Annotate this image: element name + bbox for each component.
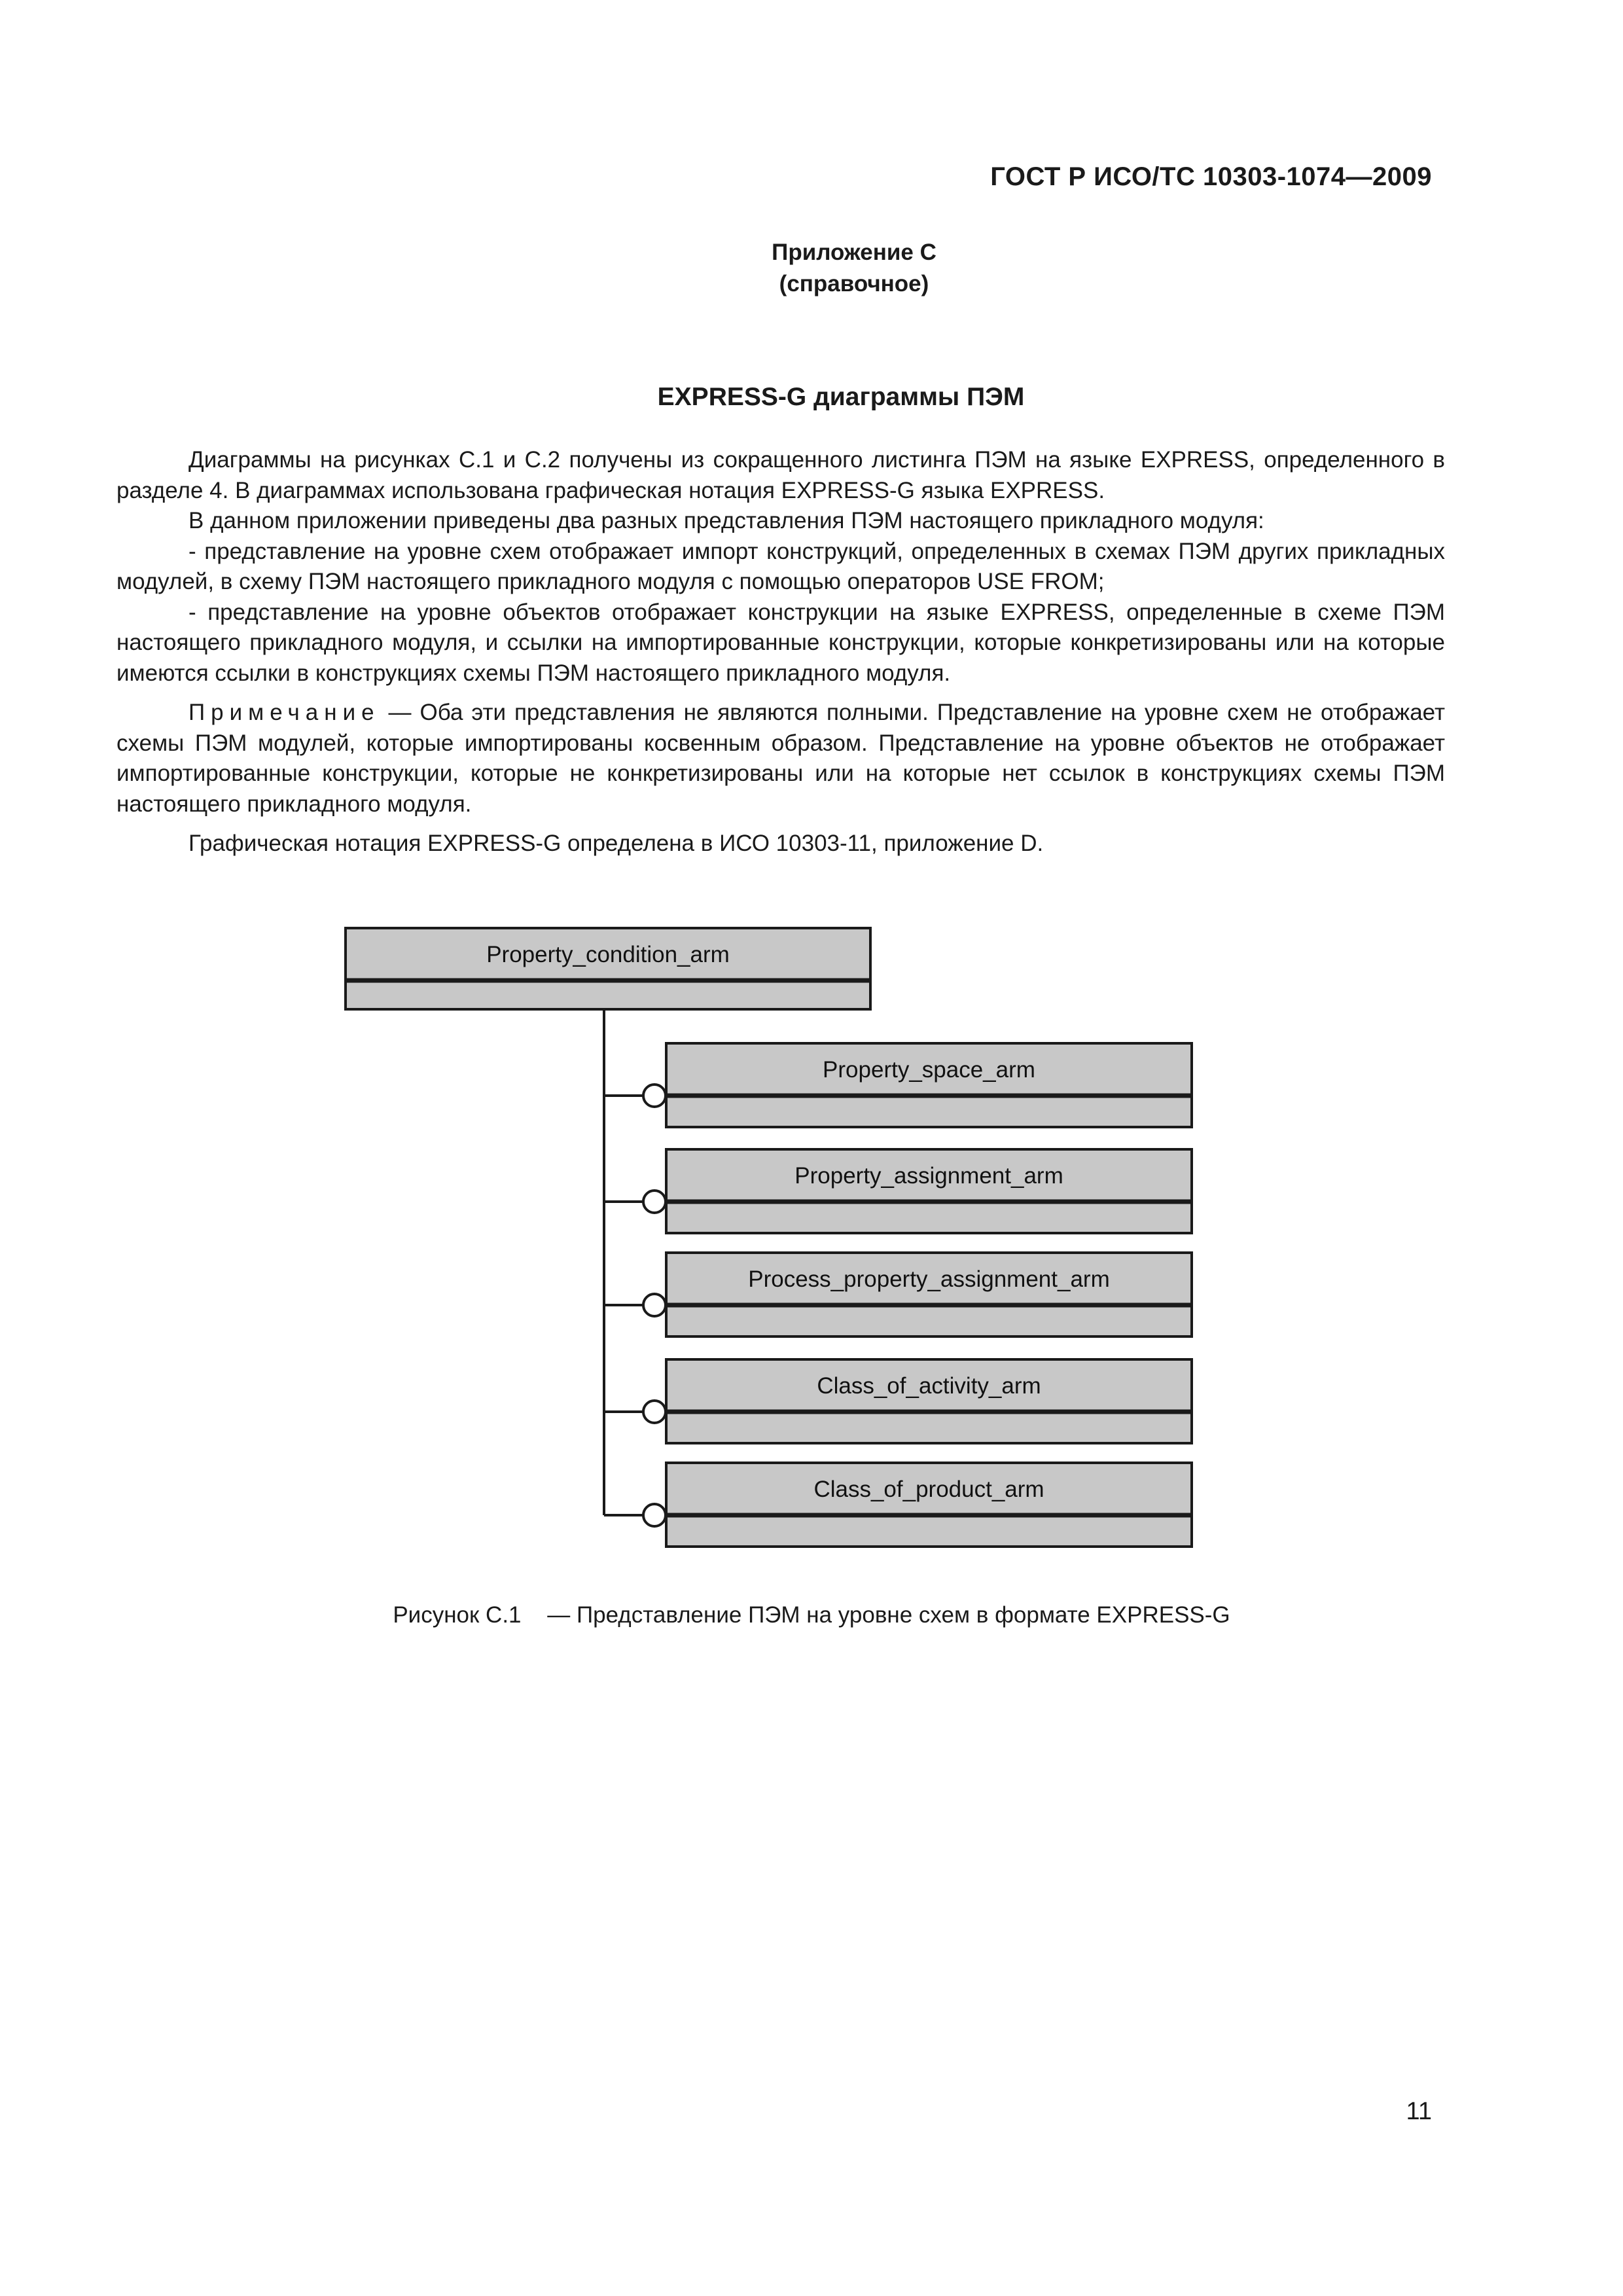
note-text: — Оба эти представления не являются полными. Представление на уровне схем не отображает схемы ПЭМ модулей, которые импортированы косвенным образом. Представление на уровне объектов не отображает импортированные конструкции, которые не конкретизированы или на которые нет ссылок в конструкциях схемы ПЭМ настоящего прикладного модуля. xyxy=(116,700,1445,817)
entity-child-5-name: Class_of_product_arm xyxy=(813,1477,1044,1502)
diagram-entities xyxy=(346,928,1192,1547)
subtype-circle-1 xyxy=(643,1085,666,1107)
entity-child-2-name: Property_assignment_arm xyxy=(794,1163,1063,1189)
entity-child-1-name: Property_space_arm xyxy=(823,1057,1035,1083)
entity-child-3-frame xyxy=(666,1253,1192,1336)
entity-child-1 xyxy=(666,1043,1192,1127)
entity-child-2-frame xyxy=(666,1149,1192,1233)
entity-child-5-frame xyxy=(666,1463,1192,1547)
entity-root-name: Property_condition_arm xyxy=(486,942,730,967)
caption-text: — Представление ПЭМ на уровне схем в формате EXPRESS-G xyxy=(541,1602,1230,1628)
note-label: Примечание xyxy=(188,700,380,725)
paragraph-intro: Диаграммы на рисунках С.1 и С.2 получены из сокращенного листинга ПЭМ на языке EXPRESS, определенного в разделе 4. В диаграммах использована графическая нотация EXPRESS-G языка EXPRESS. xyxy=(116,447,1445,503)
entity-child-4-name: Class_of_activity_arm xyxy=(817,1373,1041,1399)
appendix-title: Приложение С xyxy=(772,240,936,265)
entity-child-5 xyxy=(666,1463,1192,1547)
page-number: 11 xyxy=(1406,2098,1432,2125)
section-title-text: EXPRESS-G диаграммы ПЭМ xyxy=(657,383,1025,411)
entity-child-3 xyxy=(666,1253,1192,1336)
paragraph-schema-level: - представление на уровне схем отображает импорт конструкций, определенных в схемах ПЭМ других прикладных модулей, в схему ПЭМ настоящего прикладного модуля с помощью операторов USE FROM; xyxy=(116,538,1445,594)
entity-child-3-name: Process_property_assignment_arm xyxy=(748,1266,1110,1292)
subtype-circle-3 xyxy=(643,1294,666,1316)
entity-child-4-frame xyxy=(666,1359,1192,1443)
subtype-circle-2 xyxy=(643,1191,666,1213)
paragraph-notation: Графическая нотация EXPRESS-G определена в ИСО 10303-11, приложение D. xyxy=(188,831,1044,856)
document-code: ГОСТ Р ИСО/ТС 10303-1074—2009 xyxy=(990,162,1432,191)
entity-child-4 xyxy=(666,1359,1192,1443)
figure-caption xyxy=(0,1602,1623,1628)
entity-root-frame xyxy=(346,928,870,1009)
subtype-circle-4 xyxy=(643,1401,666,1423)
paragraph-object-level: - представление на уровне объектов отображает конструкции на языке EXPRESS, определенные в схеме ПЭМ настоящего прикладного модуля, и ссылки на импортированные конструкции, которые конкретизированы или на которые имеются ссылки в конструкциях схемы ПЭМ настоящего прикладного модуля. xyxy=(116,599,1445,686)
paragraph-representations: В данном приложении приведены два разных представления ПЭМ настоящего прикладного модуля: xyxy=(188,508,1264,533)
diagram-connector-lines xyxy=(604,1009,666,1526)
entity-child-1-frame xyxy=(666,1043,1192,1127)
caption-label: Рисунок С.1 xyxy=(393,1602,522,1628)
entity-child-2 xyxy=(666,1149,1192,1233)
entity-root xyxy=(346,928,870,1009)
subtype-circle-5 xyxy=(643,1504,666,1526)
appendix-subtitle: (справочное) xyxy=(779,271,929,296)
